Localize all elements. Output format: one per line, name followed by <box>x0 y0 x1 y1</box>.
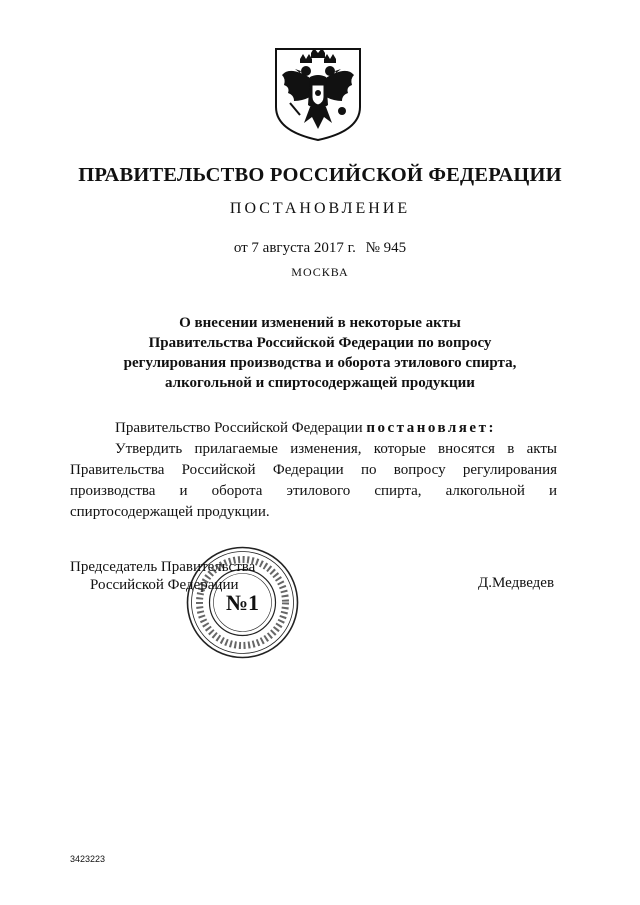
organization-title: ПРАВИТЕЛЬСТВО РОССИЙСКОЙ ФЕДЕРАЦИИ <box>78 164 562 186</box>
document-subject <box>110 313 530 393</box>
document-type: ПОСТАНОВЛЕНИЕ <box>229 200 411 217</box>
subject-line: О внесении изменений в некоторые акты <box>179 315 461 331</box>
signatory-title-line: Председатель Правительства <box>70 559 256 575</box>
document-number: № 945 <box>365 240 407 256</box>
signatory-title <box>70 558 255 594</box>
subject-line: алкогольной и спиртосодержащей продукции <box>165 375 475 391</box>
lead-emphasis: постановляет: <box>366 420 496 436</box>
body-paragraph: Утвердить прилагаемые изменения, которые вносятся в акты Правительства Российской Федерации по вопросу регулирования производства и оборота этилового спирта, алкогольной и спиртосодержащей продукции. <box>70 441 557 520</box>
subject-line: регулирования производства и оборота этилового спирта, <box>123 355 517 371</box>
subject-line: Правительства Российской Федерации по вопросу <box>148 335 492 351</box>
document-date: от 7 августа 2017 г. <box>233 240 356 256</box>
document-city: МОСКВА <box>291 265 349 279</box>
lead-sentence <box>70 418 557 439</box>
coat-of-arms-icon <box>270 45 366 143</box>
lead-text: Правительство Российской Федерации <box>115 420 363 436</box>
document-date-number <box>0 240 640 257</box>
document-body <box>70 418 557 523</box>
document-code: 3423223 <box>70 854 106 864</box>
signatory-title-line: Российской Федерации <box>90 577 239 593</box>
seal-number: №1 <box>225 590 260 615</box>
signatory-name: Д.Медведев <box>478 575 555 591</box>
